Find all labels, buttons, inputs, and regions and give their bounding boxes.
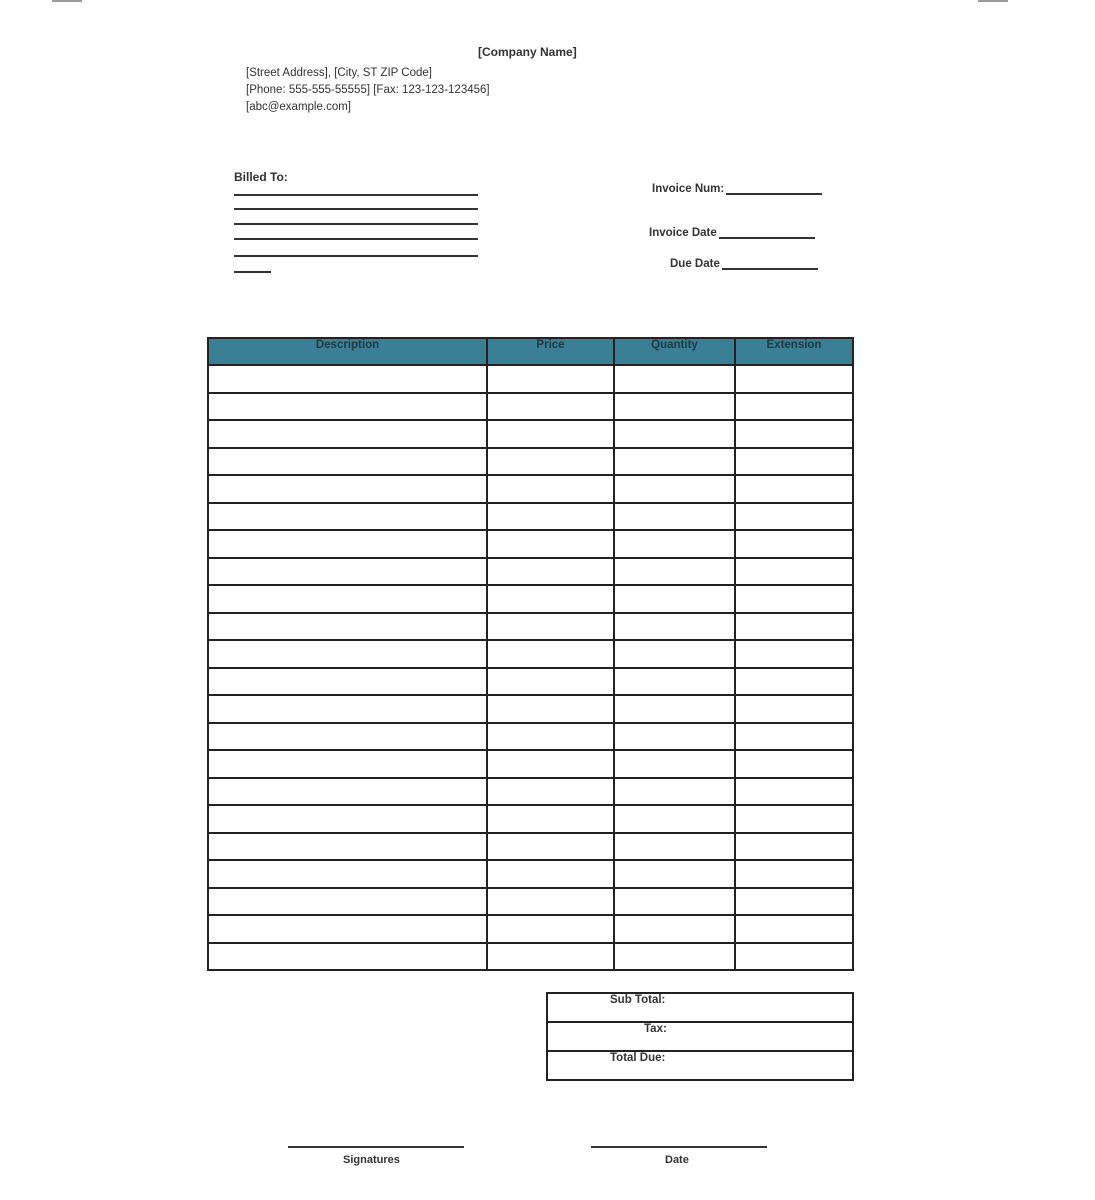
item-extension-cell[interactable] <box>735 420 853 448</box>
table-row <box>208 695 853 723</box>
table-row <box>208 365 853 393</box>
item-extension-cell[interactable] <box>735 943 853 971</box>
item-price-cell[interactable] <box>487 888 614 916</box>
tax-label: Tax: <box>644 1023 667 1035</box>
item-price-cell[interactable] <box>487 420 614 448</box>
item-quantity-cell[interactable] <box>614 723 735 751</box>
item-extension-cell[interactable] <box>735 448 853 476</box>
table-row <box>208 805 853 833</box>
item-price-cell[interactable] <box>487 613 614 641</box>
item-price-cell[interactable] <box>487 475 614 503</box>
table-row <box>208 833 853 861</box>
item-quantity-cell[interactable] <box>614 695 735 723</box>
tax-row <box>547 1022 853 1051</box>
sub-total-row <box>547 993 853 1022</box>
item-price-cell[interactable] <box>487 723 614 751</box>
table-row <box>208 915 853 943</box>
item-description-cell[interactable] <box>208 503 487 531</box>
date-line[interactable] <box>591 1146 767 1148</box>
tax-cell[interactable] <box>547 1022 853 1051</box>
item-description-cell[interactable] <box>208 778 487 806</box>
corner-mark-left <box>52 0 82 2</box>
item-description-cell[interactable] <box>208 393 487 421</box>
item-extension-cell[interactable] <box>735 475 853 503</box>
item-quantity-cell[interactable] <box>614 448 735 476</box>
column-header-extension: Extension <box>735 338 853 365</box>
item-quantity-cell[interactable] <box>614 393 735 421</box>
due-date-row <box>670 258 818 270</box>
item-price-cell[interactable] <box>487 833 614 861</box>
table-row <box>208 888 853 916</box>
billed-to-line[interactable] <box>234 223 478 225</box>
billed-to-line[interactable] <box>234 271 271 273</box>
total-due-label: Total Due: <box>610 1052 666 1064</box>
item-extension-cell[interactable] <box>735 860 853 888</box>
table-row <box>208 640 853 668</box>
item-description-cell[interactable] <box>208 695 487 723</box>
item-price-cell[interactable] <box>487 750 614 778</box>
company-name: [Company Name] <box>478 45 577 59</box>
item-price-cell[interactable] <box>487 778 614 806</box>
totals-table <box>546 992 854 1081</box>
billed-to-line[interactable] <box>234 255 478 257</box>
table-row <box>208 668 853 696</box>
sub-total-label: Sub Total: <box>610 994 666 1006</box>
invoice-num-label: Invoice Num: <box>652 183 725 195</box>
item-extension-cell[interactable] <box>735 613 853 641</box>
item-quantity-cell[interactable] <box>614 750 735 778</box>
invoice-date-field[interactable] <box>719 227 815 239</box>
item-price-cell[interactable] <box>487 530 614 558</box>
items-body <box>208 365 853 970</box>
items-header-row <box>208 338 853 365</box>
table-row <box>208 393 853 421</box>
item-description-cell[interactable] <box>208 805 487 833</box>
item-description-cell[interactable] <box>208 420 487 448</box>
table-row <box>208 750 853 778</box>
item-price-cell[interactable] <box>487 805 614 833</box>
item-description-cell[interactable] <box>208 915 487 943</box>
item-price-cell[interactable] <box>487 365 614 393</box>
item-quantity-cell[interactable] <box>614 915 735 943</box>
item-extension-cell[interactable] <box>735 805 853 833</box>
item-price-cell[interactable] <box>487 448 614 476</box>
item-extension-cell[interactable] <box>735 640 853 668</box>
sub-total-cell[interactable] <box>547 993 853 1022</box>
item-price-cell[interactable] <box>487 860 614 888</box>
item-quantity-cell[interactable] <box>614 558 735 586</box>
item-description-cell[interactable] <box>208 530 487 558</box>
item-description-cell[interactable] <box>208 723 487 751</box>
date-label: Date <box>665 1154 689 1166</box>
signature-label: Signatures <box>343 1154 400 1166</box>
item-quantity-cell[interactable] <box>614 585 735 613</box>
item-extension-cell[interactable] <box>735 778 853 806</box>
table-row <box>208 778 853 806</box>
item-quantity-cell[interactable] <box>614 503 735 531</box>
invoice-date-row <box>649 227 815 239</box>
invoice-date-label: Invoice Date <box>649 227 717 239</box>
total-due-cell[interactable] <box>547 1051 853 1080</box>
table-row <box>208 943 853 971</box>
item-description-cell[interactable] <box>208 613 487 641</box>
item-description-cell[interactable] <box>208 860 487 888</box>
item-quantity-cell[interactable] <box>614 805 735 833</box>
total-due-row <box>547 1051 853 1080</box>
item-quantity-cell[interactable] <box>614 420 735 448</box>
item-quantity-cell[interactable] <box>614 530 735 558</box>
item-quantity-cell[interactable] <box>614 613 735 641</box>
item-extension-cell[interactable] <box>735 503 853 531</box>
item-quantity-cell[interactable] <box>614 860 735 888</box>
table-row <box>208 585 853 613</box>
item-quantity-cell[interactable] <box>614 943 735 971</box>
billed-to-line[interactable] <box>234 208 478 210</box>
email-address: [abc@example.com] <box>246 101 351 113</box>
item-quantity-cell[interactable] <box>614 778 735 806</box>
item-extension-cell[interactable] <box>735 530 853 558</box>
invoice-num-field[interactable] <box>726 183 822 195</box>
item-quantity-cell[interactable] <box>614 833 735 861</box>
table-row <box>208 503 853 531</box>
table-row <box>208 420 853 448</box>
item-description-cell[interactable] <box>208 475 487 503</box>
signature-line[interactable] <box>288 1146 464 1148</box>
table-row <box>208 558 853 586</box>
item-description-cell[interactable] <box>208 640 487 668</box>
item-description-cell[interactable] <box>208 750 487 778</box>
column-header-description: Description <box>208 338 487 365</box>
item-price-cell[interactable] <box>487 503 614 531</box>
item-extension-cell[interactable] <box>735 915 853 943</box>
item-extension-cell[interactable] <box>735 833 853 861</box>
item-price-cell[interactable] <box>487 393 614 421</box>
item-quantity-cell[interactable] <box>614 640 735 668</box>
item-price-cell[interactable] <box>487 585 614 613</box>
item-extension-cell[interactable] <box>735 668 853 696</box>
item-description-cell[interactable] <box>208 888 487 916</box>
billed-to-line[interactable] <box>234 194 478 196</box>
billed-to-line[interactable] <box>234 238 478 240</box>
item-extension-cell[interactable] <box>735 393 853 421</box>
item-extension-cell[interactable] <box>735 888 853 916</box>
item-quantity-cell[interactable] <box>614 668 735 696</box>
item-description-cell[interactable] <box>208 833 487 861</box>
items-table <box>207 337 854 971</box>
item-quantity-cell[interactable] <box>614 365 735 393</box>
item-description-cell[interactable] <box>208 943 487 971</box>
item-price-cell[interactable] <box>487 915 614 943</box>
corner-mark-right <box>978 0 1008 2</box>
table-row <box>208 448 853 476</box>
item-extension-cell[interactable] <box>735 365 853 393</box>
due-date-label: Due Date <box>670 258 720 270</box>
item-price-cell[interactable] <box>487 558 614 586</box>
item-quantity-cell[interactable] <box>614 475 735 503</box>
due-date-field[interactable] <box>722 258 818 270</box>
column-header-price: Price <box>487 338 614 365</box>
item-extension-cell[interactable] <box>735 695 853 723</box>
phone-fax: [Phone: 555-555-55555] [Fax: 123-123-123456] <box>246 84 490 96</box>
item-extension-cell[interactable] <box>735 585 853 613</box>
table-row <box>208 530 853 558</box>
billed-to-label: Billed To: <box>234 170 288 184</box>
table-row <box>208 860 853 888</box>
item-description-cell[interactable] <box>208 448 487 476</box>
item-price-cell[interactable] <box>487 695 614 723</box>
item-extension-cell[interactable] <box>735 750 853 778</box>
item-price-cell[interactable] <box>487 943 614 971</box>
item-description-cell[interactable] <box>208 558 487 586</box>
item-description-cell[interactable] <box>208 668 487 696</box>
table-row <box>208 613 853 641</box>
table-row <box>208 475 853 503</box>
item-price-cell[interactable] <box>487 640 614 668</box>
item-description-cell[interactable] <box>208 585 487 613</box>
item-extension-cell[interactable] <box>735 558 853 586</box>
item-description-cell[interactable] <box>208 365 487 393</box>
invoice-num-row <box>652 183 822 195</box>
item-quantity-cell[interactable] <box>614 888 735 916</box>
item-extension-cell[interactable] <box>735 723 853 751</box>
item-price-cell[interactable] <box>487 668 614 696</box>
table-row <box>208 723 853 751</box>
street-address: [Street Address], [City, ST ZIP Code] <box>246 67 432 79</box>
column-header-quantity: Quantity <box>614 338 735 365</box>
